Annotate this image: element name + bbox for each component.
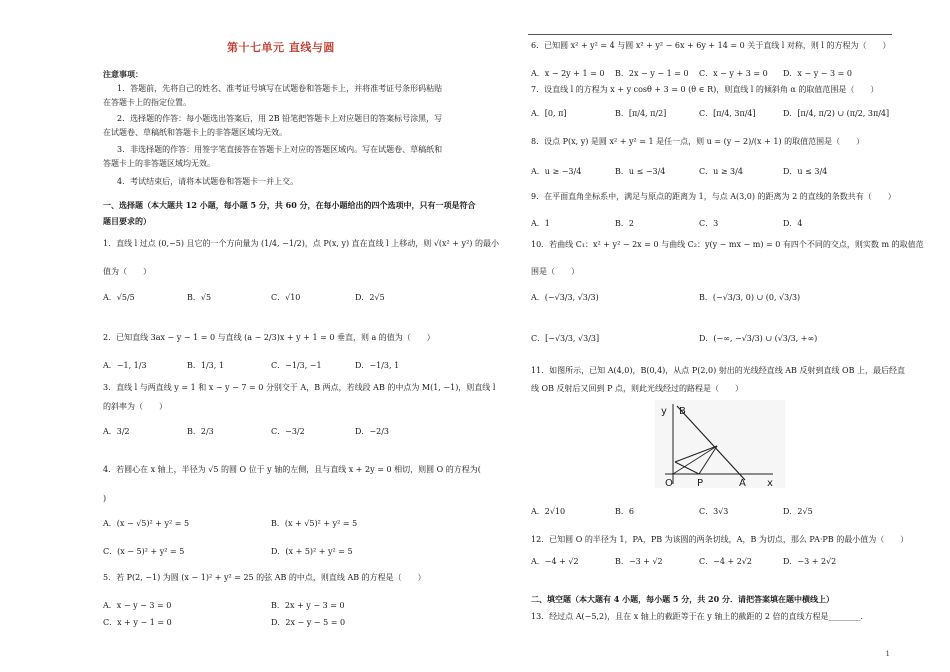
option-a: A．(x − √5)² + y² = 5 [103,519,190,528]
question-13: 13．经过点 A(−5,2)，且在 x 轴上的截距等于在 y 轴上的截距的 2 倍的直线方程是________． [531,612,869,621]
option-b: B．1/3, 1 [187,361,224,370]
label-a: A [739,478,746,488]
option-d: D．−2/3 [355,427,389,436]
label-b: B [679,406,686,417]
question-1: 1．直线 l 过点 (0,−5) 且它的一个方向量为 (1/4, −1/2)，点 P(x, y) 直在直线 l 上移动，则 √(x² + y²) 的最小 [103,239,499,248]
question-1: 值为（ ） [103,267,151,276]
option-b: B．u ≤ −3/4 [615,167,666,176]
option-a: A．−1, 1/3 [103,361,147,370]
question-10: 10．若曲线 C₁：x² + y² − 2x = 0 与曲线 C₂：y(y − mx − m) = 0 有四个不同的交点，则实数 m 的取值范 [531,240,924,249]
option-d: D．x − y − 3 = 0 [783,69,852,78]
notice-line: 2．选择题的作答：每小题选出答案后，用 2B 铅笔把答题卡上对应题目的答案标号涂黑，写 [117,114,443,123]
notice-line: 在试题卷、草稿纸和答题卡上的非答题区域均无效。 [103,128,287,137]
label-p: P [697,478,704,488]
option-a: A．u ≥ −3/4 [531,167,582,176]
option-d: D．−3 + 2√2 [783,557,837,566]
option-b: B．2x + y − 3 = 0 [271,601,345,610]
question-11: 11．如图所示，已知 A(4,0)，B(0,4)，从点 P(2,0) 射出的光线经直线 AB 反射到直线 OB 上，最后经直 [531,366,906,375]
page-number: 1 [885,650,890,658]
option-b: B．2 [615,219,634,228]
question-3: 的斜率为（ ） [103,402,167,411]
notice-line: 1．答题前，先将自己的姓名、准考证号填写在试题卷和答题卡上，并将准考证号条形码粘贴 [117,84,443,93]
option-a: A．[0, π] [531,109,567,118]
label-x: x [767,478,773,488]
option-b: B．2/3 [187,427,214,436]
option-a: A．(−√3/3, √3/3) [531,293,599,302]
option-a: A．x − y − 3 = 0 [103,601,172,610]
option-b: B．(−√3/3, 0) ∪ (0, √3/3) [699,293,801,302]
section1-heading: 题目要求的） [103,216,151,226]
label-o: O [665,478,673,488]
header-rule [528,34,892,35]
option-d: D．(−∞, −√3/3) ∪ (√3/3, +∞) [699,334,818,343]
notice-line: 3．非选择题的作答：用签字笔直接答在答题卡上对应的答题区域内。写在试题卷、草稿纸和 [117,145,443,154]
option-d: D．2√5 [783,507,813,516]
option-c: C．√10 [271,293,301,302]
question-9: 9．在平面直角坐标系中，满足与原点的距离为 1，与点 A(3,0) 的距离为 2 的直线的条数共有（ ） [531,192,896,201]
question-3: 3．直线 l 与两直线 y = 1 和 x − y − 7 = 0 分别交于 A，B 两点，若线段 AB 的中点为 M(1, −1)，则直线 l [103,383,496,392]
section1-heading: 一、选择题（本大题共 12 小题，每小题 5 分，共 60 分，在每小题给出的四个选项中，只有一项是符合 [103,200,476,210]
option-c: C．x + y − 1 = 0 [103,618,172,627]
question-11: 线 OB 反射后又回到 P 点，则此光线经过的路程是（ ） [531,384,743,393]
page-title: 第十七单元 直线与圆 [227,41,335,54]
option-c: C．−3/2 [271,427,305,436]
option-b: B．(x + √5)² + y² = 5 [271,519,358,528]
option-c: C．3√3 [699,507,729,516]
option-d: D．2x − y − 5 = 0 [271,618,346,627]
notice-line: 答题卡上的非答题区域均无效。 [103,159,215,168]
option-c: C．[−√3/3, √3/3] [531,334,600,343]
question-7: 7．设直线 l 的方程为 x + y cosθ + 3 = 0 (θ ∈ R)，则直线 l 的倾斜角 α 的取值范围是（ ） [531,85,879,94]
option-c: C．[π/4, 3π/4] [699,109,756,118]
question-12: 12．已知圆 O 的半径为 1，PA，PB 为该圆的两条切线，A，B 为切点，那么 PA·PB 的最小值为（ ） [531,535,909,544]
question-2: 2．已知直线 3ax − y − 1 = 0 与直线 (a − 2/3)x + y + 1 = 0 垂直，则 a 的值为（ ） [103,333,435,342]
option-d: D．4 [783,219,803,228]
option-a: A．x − 2y + 1 = 0 [531,69,605,78]
label-y: y [661,406,667,417]
question-5: 5．若 P(2, −1) 为圆 (x − 1)² + y² = 25 的弦 AB 的中点，则直线 AB 的方程是（ ） [103,573,426,582]
option-b: B．6 [615,507,634,516]
option-b: B．−3 + √2 [615,557,663,566]
question-6: 6．已知圆 x² + y² = 4 与圆 x² + y² − 6x + 6y + 14 = 0 关于直线 l 对称，则 l 的方程为（ ） [531,41,891,50]
notice-line: 在答题卡上的指定位置。 [103,98,191,107]
option-c: C．−1/3, −1 [271,361,322,370]
question-4: 4．若圆心在 x 轴上，半径为 √5 的圆 O 位于 y 轴的左侧，且与直线 x + 2y = 0 相切，则圆 O 的方程为( [103,465,481,474]
option-b: B．√5 [187,293,212,302]
option-a: A．2√10 [531,507,566,516]
option-c: C．(x − 5)² + y² = 5 [103,547,185,556]
option-c: C．−4 + 2√2 [699,557,752,566]
section2-heading: 二、填空题（本大题有 4 小题，每小题 5 分，共 20 分．请把答案填在题中横线上） [531,594,834,604]
option-d: D．2√5 [355,293,385,302]
option-d: D．(x + 5)² + y² = 5 [271,547,353,556]
option-a: A．3/2 [103,427,130,436]
option-a: A．√5/5 [103,293,135,302]
question-4: ) [103,494,107,503]
option-a: A．−4 + √2 [531,557,579,566]
option-d: D．−1/3, 1 [355,361,400,370]
question-10: 围是（ ） [531,267,579,276]
option-d: D．[π/4, π/2) ∪ (π/2, 3π/4] [783,109,890,118]
option-c: C．3 [699,219,719,228]
option-b: B．2x − y − 1 = 0 [615,69,689,78]
option-a: A．1 [531,219,550,228]
notice-line: 4．考试结束后，请将本试题卷和答题卡一并上交。 [117,177,299,186]
option-b: B．[π/4, π/2] [615,109,667,118]
notice-heading: 注意事项： [103,69,143,79]
reflection-figure [655,400,785,488]
option-c: C．x − y + 3 = 0 [699,69,768,78]
option-d: D．u ≤ 3/4 [783,167,828,176]
question-8: 8．设点 P(x, y) 是圆 x² + y² = 1 是任一点，则 u = (y − 2)/(x + 1) 的取值范围是（ ） [531,137,865,146]
option-c: C．u ≥ 3/4 [699,167,743,176]
